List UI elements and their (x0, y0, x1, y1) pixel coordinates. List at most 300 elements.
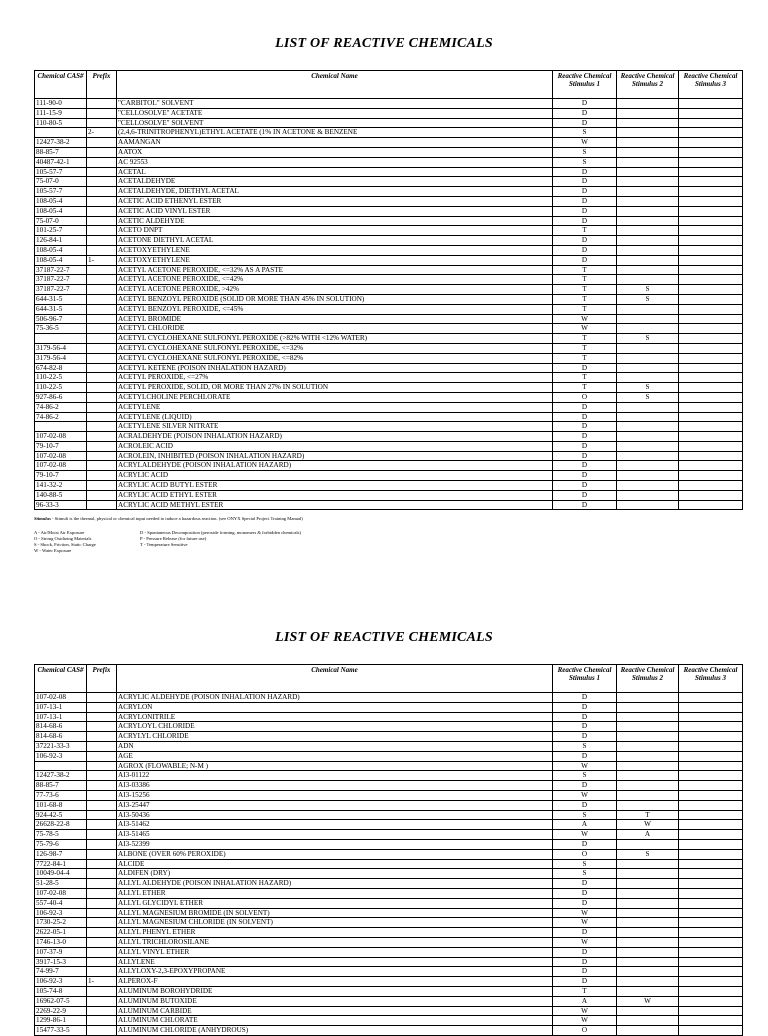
cas-cell: 106-92-3 (35, 977, 87, 987)
stimulus-2-cell: A (617, 830, 679, 840)
cas-cell: 924-42-5 (35, 810, 87, 820)
table-row (35, 820, 743, 830)
table-row (35, 849, 743, 859)
stimulus-1-cell: S (553, 147, 617, 157)
stimulus-2-cell (617, 314, 679, 324)
cas-cell: 107-37-9 (35, 947, 87, 957)
stimulus-2-cell (617, 781, 679, 791)
cas-cell: 108-05-4 (35, 196, 87, 206)
chemical-name-cell: AI3-01122 (117, 771, 553, 781)
prefix-cell (87, 471, 117, 481)
stimulus-1-cell: D (553, 451, 617, 461)
cas-cell: 110-22-5 (35, 383, 87, 393)
prefix-cell (87, 849, 117, 859)
prefix-cell: 1- (87, 255, 117, 265)
cas-cell: 101-68-8 (35, 800, 87, 810)
chemical-name-cell: ACETYL BENZOYL PEROXIDE, <=45% (117, 304, 553, 314)
stimulus-1-cell: D (553, 245, 617, 255)
stimulus-3-cell (679, 869, 743, 879)
legend-item: O - Strong Oxidizing Materials (34, 536, 92, 541)
stimulus-3-cell (679, 888, 743, 898)
col-prefix: Prefix (87, 665, 117, 693)
table-row (35, 147, 743, 157)
stimulus-3-cell (679, 898, 743, 908)
stimulus-1-cell: A (553, 996, 617, 1006)
stimulus-3-cell (679, 373, 743, 383)
cas-cell: 927-86-6 (35, 392, 87, 402)
stimulus-2-cell (617, 157, 679, 167)
chemical-name-cell: AI3-52399 (117, 839, 553, 849)
stimulus-1-cell: D (553, 441, 617, 451)
stimulus-3-cell (679, 957, 743, 967)
cas-cell: 10049-04-4 (35, 869, 87, 879)
stimulus-2-cell (617, 947, 679, 957)
table-row (35, 1026, 743, 1036)
table-row (35, 712, 743, 722)
cas-cell: 1299-86-1 (35, 1016, 87, 1026)
cas-cell: 2269-22-9 (35, 1006, 87, 1016)
chemical-name-cell: ACETYL PEROXIDE, <=27% (117, 373, 553, 383)
chemical-name-cell: ACETYL BROMIDE (117, 314, 553, 324)
stimulus-3-cell (679, 781, 743, 791)
stimulus-2-cell (617, 226, 679, 236)
table-row (35, 898, 743, 908)
chemical-name-cell: ACETYL BENZOYL PEROXIDE (SOLID OR MORE THAN 45% IN SOLUTION) (117, 294, 553, 304)
stimulus-1-cell: D (553, 432, 617, 442)
table-row (35, 128, 743, 138)
stimulus-1-cell: D (553, 751, 617, 761)
stimulus-2-cell: S (617, 849, 679, 859)
stimulus-2-cell (617, 245, 679, 255)
cas-cell: 88-85-7 (35, 781, 87, 791)
table-row (35, 722, 743, 732)
cas-cell: 75-36-5 (35, 324, 87, 334)
stimulus-3-cell (679, 138, 743, 148)
cas-cell: 79-10-7 (35, 471, 87, 481)
stimulus-3-cell (679, 461, 743, 471)
chemical-name-cell: ALPEROX-F (117, 977, 553, 987)
cas-cell: 74-86-2 (35, 412, 87, 422)
stimulus-1-cell: D (553, 947, 617, 957)
cas-cell: 107-13-1 (35, 702, 87, 712)
stimulus-1-cell: D (553, 967, 617, 977)
reactive-chemicals-table (34, 70, 743, 510)
stimulus-3-cell (679, 490, 743, 500)
col-stimulus-1: Reactive Chemical Stimulus 1 (553, 71, 617, 99)
prefix-cell (87, 996, 117, 1006)
table-row (35, 206, 743, 216)
table-row (35, 363, 743, 373)
chemical-name-cell: ACETYLENE (LIQUID) (117, 412, 553, 422)
cas-cell: 111-90-0 (35, 99, 87, 109)
prefix-cell (87, 781, 117, 791)
table-row (35, 1006, 743, 1016)
stimulus-3-cell (679, 314, 743, 324)
table-row (35, 226, 743, 236)
stimulus-3-cell (679, 986, 743, 996)
cas-cell: 506-96-7 (35, 314, 87, 324)
cas-cell: 37187-22-7 (35, 275, 87, 285)
cas-cell: 126-98-7 (35, 849, 87, 859)
table-row (35, 402, 743, 412)
table-row (35, 957, 743, 967)
table-row (35, 334, 743, 344)
cas-cell: 12427-38-2 (35, 138, 87, 148)
stimulus-3-cell (679, 196, 743, 206)
stimulus-2-cell (617, 500, 679, 510)
stimulus-1-cell: O (553, 392, 617, 402)
cas-cell: 107-02-08 (35, 693, 87, 703)
stimulus-1-cell: D (553, 977, 617, 987)
chemical-name-cell: "CELLOSOLVE" SOLVENT (117, 118, 553, 128)
col-cas: Chemical CAS# (35, 71, 87, 99)
stimulus-2-cell (617, 869, 679, 879)
cas-cell: 74-99-7 (35, 967, 87, 977)
stimulus-2-cell (617, 722, 679, 732)
stimulus-1-cell: D (553, 957, 617, 967)
cas-cell: 74-86-2 (35, 402, 87, 412)
chemical-name-cell: AI3-03386 (117, 781, 553, 791)
col-stimulus-3: Reactive Chemical Stimulus 3 (679, 71, 743, 99)
stimulus-2-cell (617, 481, 679, 491)
chemical-name-cell: ACETYLENE (117, 402, 553, 412)
stimulus-3-cell (679, 383, 743, 393)
table-row (35, 343, 743, 353)
prefix-cell (87, 859, 117, 869)
chemical-name-cell: ACETYL CYCLOHEXANE SULFONYL PEROXIDE, <=82% (117, 353, 553, 363)
stimulus-3-cell (679, 412, 743, 422)
stimulus-1-cell: S (553, 157, 617, 167)
prefix-cell (87, 1016, 117, 1026)
prefix-cell (87, 839, 117, 849)
cas-cell: 140-88-5 (35, 490, 87, 500)
stimulus-1-cell: D (553, 898, 617, 908)
stimulus-1-cell: D (553, 461, 617, 471)
stimulus-2-cell (617, 441, 679, 451)
stimulus-1-cell: D (553, 255, 617, 265)
prefix-cell (87, 937, 117, 947)
chemical-name-cell: ACETO DNPT (117, 226, 553, 236)
cas-cell: 107-02-08 (35, 888, 87, 898)
stimulus-3-cell (679, 1016, 743, 1026)
chemical-name-cell: ACRYLIC ACID ETHYL ESTER (117, 490, 553, 500)
cas-cell: 37187-22-7 (35, 265, 87, 275)
prefix-cell (87, 167, 117, 177)
chemical-name-cell: ACETYLENE SILVER NITRATE (117, 422, 553, 432)
chemical-name-cell: ACROLEIN, INHIBITED (POISON INHALATION HAZARD) (117, 451, 553, 461)
stimulus-3-cell (679, 147, 743, 157)
table-row (35, 879, 743, 889)
chemical-name-cell: AI3-51465 (117, 830, 553, 840)
prefix-cell (87, 908, 117, 918)
stimulus-2-cell (617, 353, 679, 363)
prefix-cell (87, 967, 117, 977)
stimulus-3-cell (679, 820, 743, 830)
stimulus-3-cell (679, 751, 743, 761)
cas-cell: 105-57-7 (35, 167, 87, 177)
cas-cell: 16962-07-5 (35, 996, 87, 1006)
chemical-name-cell: ALLYL VINYL ETHER (117, 947, 553, 957)
table-row (35, 187, 743, 197)
prefix-cell (87, 147, 117, 157)
stimulus-3-cell (679, 236, 743, 246)
table-row (35, 167, 743, 177)
chemical-name-cell: ADN (117, 741, 553, 751)
stimulus-1-cell: D (553, 888, 617, 898)
chemical-name-cell: ACETYL PEROXIDE, SOLID, OR MORE THAN 27% IN SOLUTION (117, 383, 553, 393)
chemical-name-cell: ACRALDEHYDE (POISON INHALATION HAZARD) (117, 432, 553, 442)
cas-cell: 96-33-3 (35, 500, 87, 510)
table-row (35, 157, 743, 167)
stimulus-1-cell: D (553, 471, 617, 481)
stimulus-2-cell (617, 702, 679, 712)
stimulus-2-cell (617, 879, 679, 889)
chemical-name-cell: ACRYLOYL CHLORIDE (117, 722, 553, 732)
chemical-name-cell: ALLYLENE (117, 957, 553, 967)
table-row (35, 693, 743, 703)
stimulus-1-cell: D (553, 800, 617, 810)
prefix-cell (87, 451, 117, 461)
stimulus-1-cell: W (553, 314, 617, 324)
chemical-name-cell: ALUMINUM CHLORATE (117, 1016, 553, 1026)
stimulus-3-cell (679, 849, 743, 859)
stimulus-2-cell (617, 751, 679, 761)
stimulus-3-cell (679, 275, 743, 285)
stimulus-2-cell: T (617, 810, 679, 820)
cas-cell (35, 128, 87, 138)
page-title: LIST OF REACTIVE CHEMICALS (275, 36, 493, 51)
stimulus-3-cell (679, 255, 743, 265)
table-body (35, 99, 743, 510)
stimulus-1-cell: S (553, 810, 617, 820)
col-stimulus-2: Reactive Chemical Stimulus 2 (617, 665, 679, 693)
chemical-name-cell: ACETIC ALDEHYDE (117, 216, 553, 226)
table-row (35, 196, 743, 206)
stimulus-text: - Stimuli is the thermal, physical or chemical input needed to induce a hazardous reaction. (see ONYX Special Project Training Manual) (50, 516, 303, 521)
stimulus-2-cell (617, 732, 679, 742)
stimulus-1-cell: O (553, 1026, 617, 1036)
stimulus-1-cell: D (553, 167, 617, 177)
table-row (35, 702, 743, 712)
stimulus-3-cell (679, 402, 743, 412)
chemical-name-cell: AI3-51462 (117, 820, 553, 830)
stimulus-3-cell (679, 353, 743, 363)
stimulus-3-cell (679, 167, 743, 177)
cas-cell: 26628-22-8 (35, 820, 87, 830)
prefix-cell (87, 810, 117, 820)
prefix-cell (87, 722, 117, 732)
stimulus-2-cell (617, 490, 679, 500)
stimulus-3-cell (679, 481, 743, 491)
stimulus-2-cell (617, 128, 679, 138)
stimulus-3-cell (679, 977, 743, 987)
chemical-name-cell: AGROX (FLOWABLE; N-M ) (117, 761, 553, 771)
cas-cell: 644-31-5 (35, 304, 87, 314)
table-row (35, 285, 743, 295)
cas-cell: 75-07-0 (35, 177, 87, 187)
table-row (35, 810, 743, 820)
cas-cell: 77-73-6 (35, 790, 87, 800)
cas-cell: 107-02-08 (35, 451, 87, 461)
table-row (35, 490, 743, 500)
chemical-name-cell: AGE (117, 751, 553, 761)
table-row (35, 294, 743, 304)
prefix-cell (87, 490, 117, 500)
stimulus-2-cell: S (617, 294, 679, 304)
stimulus-1-cell: T (553, 383, 617, 393)
prefix-cell (87, 441, 117, 451)
stimulus-1-cell: D (553, 693, 617, 703)
stimulus-3-cell (679, 99, 743, 109)
cas-cell: 108-05-4 (35, 206, 87, 216)
table-row (35, 790, 743, 800)
prefix-cell (87, 108, 117, 118)
legend-item: D - Spontaneous Decomposition (peroxide forming, monomers & forbidden chemicals) (140, 530, 302, 535)
stimulus-3-cell (679, 947, 743, 957)
col-prefix: Prefix (87, 71, 117, 99)
prefix-cell (87, 712, 117, 722)
stimulus-2-cell (617, 693, 679, 703)
stimulus-1-cell: S (553, 869, 617, 879)
legend-item: W - Water Exposure (34, 548, 72, 553)
prefix-cell (87, 314, 117, 324)
stimulus-1-cell: O (553, 849, 617, 859)
stimulus-3-cell (679, 206, 743, 216)
stimulus-2-cell (617, 790, 679, 800)
cas-cell: 814-68-6 (35, 732, 87, 742)
stimulus-3-cell (679, 451, 743, 461)
table-row (35, 471, 743, 481)
table-row (35, 937, 743, 947)
stimulus-2-cell (617, 451, 679, 461)
table-row (35, 500, 743, 510)
prefix-cell (87, 196, 117, 206)
stimulus-3-cell (679, 908, 743, 918)
stimulus-1-cell: S (553, 128, 617, 138)
cas-cell: 106-92-3 (35, 908, 87, 918)
chemical-name-cell: ALLYL MAGNESIUM CHLORIDE (IN SOLVENT) (117, 918, 553, 928)
stimulus-1-cell: D (553, 481, 617, 491)
chemical-name-cell: ACRYLIC ACID (117, 471, 553, 481)
stimulus-3-cell (679, 343, 743, 353)
stimulus-1-cell: T (553, 285, 617, 295)
cas-cell: 79-10-7 (35, 441, 87, 451)
prefix-cell (87, 285, 117, 295)
prefix-cell (87, 343, 117, 353)
cas-cell: 644-31-5 (35, 294, 87, 304)
cas-cell (35, 761, 87, 771)
prefix-cell (87, 702, 117, 712)
chemical-name-cell: ALDIFEN (DRY) (117, 869, 553, 879)
stimulus-3-cell (679, 771, 743, 781)
stimulus-2-cell (617, 1026, 679, 1036)
cas-cell: 106-92-3 (35, 751, 87, 761)
table-row (35, 236, 743, 246)
stimulus-2-cell: S (617, 383, 679, 393)
stimulus-1-cell: W (553, 830, 617, 840)
chemical-name-cell: ACROLEIC ACID (117, 441, 553, 451)
stimulus-2-cell (617, 967, 679, 977)
table-row (35, 461, 743, 471)
stimulus-1-cell: D (553, 879, 617, 889)
cas-cell: 105-74-8 (35, 986, 87, 996)
chemical-name-cell: AATOX (117, 147, 553, 157)
stimulus-2-cell (617, 236, 679, 246)
prefix-cell (87, 751, 117, 761)
stimulus-1-cell: D (553, 99, 617, 109)
legend-item: S - Shock, Friction, Static Charge (34, 542, 96, 547)
table-row (35, 412, 743, 422)
table-row (35, 255, 743, 265)
stimulus-2-cell (617, 206, 679, 216)
prefix-cell (87, 800, 117, 810)
stimulus-3-cell (679, 226, 743, 236)
cas-cell: 110-22-5 (35, 373, 87, 383)
stimulus-3-cell (679, 967, 743, 977)
table-row (35, 908, 743, 918)
stimulus-3-cell (679, 996, 743, 1006)
stimulus-2-cell (617, 957, 679, 967)
table-row (35, 265, 743, 275)
stimulus-2-cell: W (617, 996, 679, 1006)
stimulus-2-cell: S (617, 285, 679, 295)
legend-item: T - Temperature Sensitive (140, 542, 188, 547)
prefix-cell (87, 869, 117, 879)
stimulus-3-cell (679, 265, 743, 275)
prefix-cell (87, 383, 117, 393)
page-title: LIST OF REACTIVE CHEMICALS (275, 630, 493, 645)
chemical-name-cell: ACETYLCHOLINE PERCHLORATE (117, 392, 553, 402)
table-row (35, 314, 743, 324)
stimulus-2-cell (617, 412, 679, 422)
stimulus-2-cell (617, 255, 679, 265)
stimulus-2-cell (617, 800, 679, 810)
stimulus-3-cell (679, 441, 743, 451)
prefix-cell (87, 957, 117, 967)
chemical-name-cell: ACETALDEHYDE, DIETHYL ACETAL (117, 187, 553, 197)
chemical-name-cell: ACETYL ACETONE PEROXIDE, <=42% (117, 275, 553, 285)
table-row (35, 751, 743, 761)
stimulus-1-cell: A (553, 820, 617, 830)
prefix-cell (87, 187, 117, 197)
chemical-name-cell: ACRYLONITRILE (117, 712, 553, 722)
prefix-cell (87, 741, 117, 751)
table-row (35, 118, 743, 128)
col-chemical-name: Chemical Name (117, 71, 553, 99)
stimulus-3-cell (679, 830, 743, 840)
cas-cell: 75-78-5 (35, 830, 87, 840)
prefix-cell (87, 820, 117, 830)
stimulus-1-cell: T (553, 986, 617, 996)
chemical-name-cell: ACRYLON (117, 702, 553, 712)
stimulus-2-cell (617, 216, 679, 226)
stimulus-1-cell: W (553, 761, 617, 771)
stimulus-2-cell (617, 937, 679, 947)
stimulus-1-cell: D (553, 500, 617, 510)
cas-cell: 3179-56-4 (35, 353, 87, 363)
stimulus-3-cell (679, 790, 743, 800)
table-row (35, 138, 743, 148)
table-row (35, 275, 743, 285)
chemical-name-cell: AC 92553 (117, 157, 553, 167)
stimulus-2-cell (617, 422, 679, 432)
stimulus-1-cell: T (553, 373, 617, 383)
stimulus-3-cell (679, 693, 743, 703)
chemical-name-cell: ACETALDEHYDE (117, 177, 553, 187)
stimulus-label: Stimulus (34, 516, 51, 521)
table-row (35, 383, 743, 393)
stimulus-3-cell (679, 245, 743, 255)
